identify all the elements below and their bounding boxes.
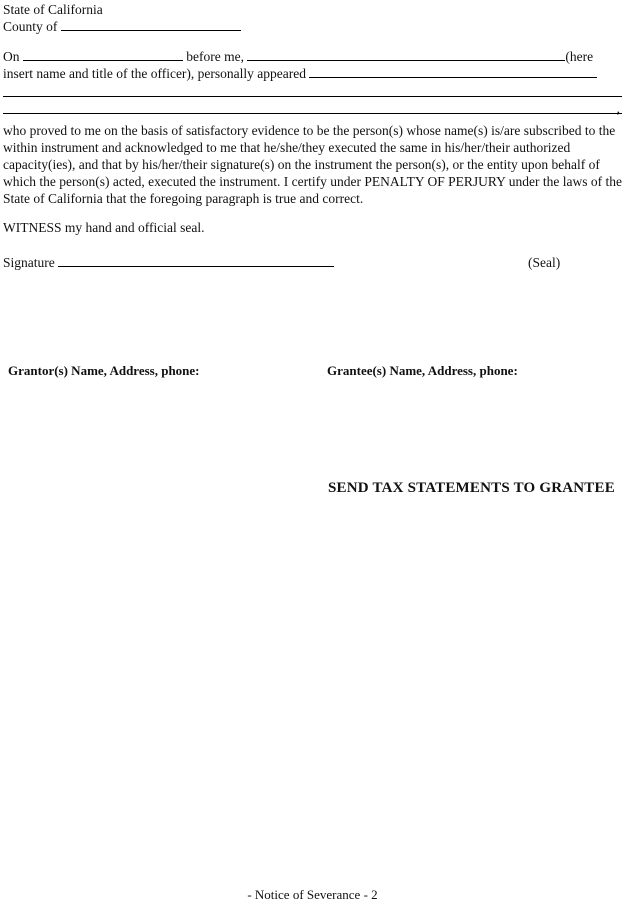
before-me-label: before me, (186, 49, 244, 64)
witness-line: WITNESS my hand and official seal. (3, 220, 205, 235)
signature-row (3, 254, 622, 271)
here-label: (here (565, 49, 594, 64)
tax-statements-notice: SEND TAX STATEMENTS TO GRANTEE (328, 480, 615, 496)
date-field[interactable] (23, 48, 183, 61)
appeared-names-field-line3[interactable] (3, 97, 622, 114)
acknowledgment-paragraph: who proved to me on the basis of satisfactory evidence to be the person(s) whose name(s) is/are subscribed to the within instrument and acknowledged to me that he/she/they executed the same in his/her/their authorized capacity(ies), and that by his/her/their signature(s) on the instrument the person(s), or the entity upon behalf of which the person(s) acted, executed the instrument. I certify under PENALTY OF PERJURY under the laws of the State of California that the foregoing paragraph is true and correct. (3, 123, 622, 206)
appeared-names-field[interactable] (309, 65, 597, 78)
state-line: State of California (3, 2, 103, 17)
signature-field[interactable] (58, 254, 334, 267)
county-line (3, 18, 622, 35)
trailing-comma: , (616, 101, 620, 116)
county-label: County of (3, 19, 58, 34)
county-field[interactable] (61, 18, 241, 31)
signature-label: Signature (3, 255, 55, 270)
seal-label: (Seal) (528, 255, 561, 270)
on-label: On (3, 49, 20, 64)
grantee-heading: Grantee(s) Name, Address, phone: (327, 363, 518, 378)
officer-name-field[interactable] (247, 48, 565, 61)
on-before-me-line (3, 48, 622, 65)
parties-row (3, 362, 622, 379)
appeared-names-field-line2[interactable] (3, 82, 622, 97)
grantor-heading: Grantor(s) Name, Address, phone: (8, 363, 200, 378)
officer-line-label: insert name and title of the officer), personally appeared (3, 66, 306, 81)
page-footer: - Notice of Severance - 2 (247, 887, 378, 902)
officer-title-line (3, 65, 622, 82)
